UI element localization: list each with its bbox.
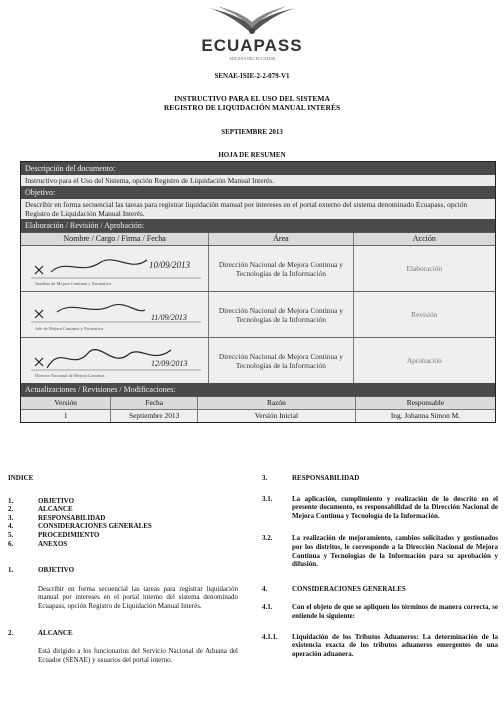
desc-label: Descripción del documento: <box>21 162 495 175</box>
index-item: 6. ANEXOS <box>8 539 68 548</box>
action-text: Elaboración <box>406 264 443 273</box>
signature-icon <box>21 338 209 383</box>
summary-heading: HOJA DE RESUMEN <box>218 151 286 159</box>
item-3-1: 3.1. La aplicación, cumplimiento y realización de lo descrito en el presente documento, es responsabilidad de la Dirección Nacional de Mejora Continua y Tecnología de la Información. <box>262 494 498 520</box>
index-item: 2. ALCANCE <box>8 505 73 514</box>
area-text: Dirección Nacional de Mejora Continua y Tecnologías de la Información <box>218 351 343 370</box>
col-area: Área <box>209 233 353 245</box>
signer-title: Analista de Mejora Continua y Normativa <box>35 281 111 286</box>
area-text: Dirección Nacional de Mejora Continua y Tecnologías de la Información <box>218 305 343 324</box>
objective-label: Objetivo: <box>21 186 495 199</box>
version-number: 1 <box>21 410 111 422</box>
signature-cell <box>21 338 209 383</box>
doc-date: SEPTIEMBRE 2013 <box>221 128 283 136</box>
index-item: 1. OBJETIVO <box>8 496 75 505</box>
item-4-1-1: 4.1.1. Liquidación de los Tributos Aduaneros: La determinación de la existencia exacta de los tributos aduaneros emergentes de una operación aduanera. <box>262 632 498 658</box>
signer-title: Jefe de Mejora Continua y Normativa <box>35 326 104 331</box>
area-text: Dirección Nacional de Mejora Continua y Tecnologías de la Información <box>218 259 343 278</box>
version-row <box>21 409 495 422</box>
signature-date: 11/09/2013 <box>151 313 187 322</box>
version-date: Septiembre 2013 <box>111 410 197 422</box>
objective-text: Describir en forma secuencial las tareas para registrar liquidación manual por intereses en el portal externo del sistema denominado Ecuapass, opción Registro de Liquidación Manual Interés. <box>21 199 495 219</box>
col-version: Versión <box>21 397 111 409</box>
distribution-label: Elaboración / Revisión / Aprobación: <box>21 219 495 232</box>
signature-cell <box>21 292 209 337</box>
action-cell <box>354 246 495 291</box>
doc-title <box>0 94 504 112</box>
modifications-label: Actualizaciones / Revisiones / Modificaciones: <box>21 383 495 396</box>
logo-tagline: ADUANA DEL ECUADOR <box>228 56 276 61</box>
action-text: Aprobación <box>406 356 442 365</box>
item-3-2: 3.2. La realización de mejoramiento, cambios solicitados y gestionados por los distritos, le corresponde a la Dirección Nacional de Mejora Continua y Tecnologías de la Información para su aprobación y difusión. <box>262 534 498 569</box>
version-responsible: Ing. Johanna Simon M. <box>390 411 461 420</box>
col-razon: Razón <box>198 397 356 409</box>
eagle-logo-icon <box>207 4 297 38</box>
col-responsable: Responsable <box>406 398 445 407</box>
objetivo-text: Describir en forma secuencial las tareas para registrar liquidación manual por intereses en el portal interno del sistema denominado Ecuapass, opción Registro de Liquidación Manual Interés. <box>38 584 238 610</box>
index-item: 3. RESPONSABILIDAD <box>8 513 106 522</box>
section-responsabilidad: 3. RESPONSABILIDAD <box>262 474 360 482</box>
signature-date: 12/09/2013 <box>151 359 188 368</box>
col-fecha: Fecha <box>111 397 197 409</box>
desc-text: Instructivo para el Uso del Sistema, opción Registro de Liquidación Manual Interés. <box>21 175 495 186</box>
summary-table <box>20 161 496 423</box>
doc-code: SENAE-ISIE-2-2-079-V1 <box>214 72 290 80</box>
col-accion: Acción <box>412 234 436 243</box>
signature-icon <box>21 246 209 291</box>
section-objetivo: 1. OBJETIVO <box>8 566 75 575</box>
area-cell <box>209 338 353 383</box>
action-cell <box>354 338 495 383</box>
version-reason: Versión Inicial <box>198 410 356 422</box>
left-column <box>8 474 238 664</box>
title-line-1: INSTRUCTIVO PARA EL USO DEL SISTEMA <box>174 94 330 103</box>
right-column <box>262 474 498 658</box>
signature-cell <box>21 246 209 291</box>
section-alcance: 2. ALCANCE <box>8 628 73 637</box>
area-cell <box>209 246 353 291</box>
index-heading: INDICE <box>8 474 34 482</box>
approval-row <box>21 291 495 337</box>
index-item: 5. PROCEDIMIENTO <box>8 530 100 539</box>
signature-icon <box>21 292 209 337</box>
section-consideraciones: 4. CONSIDERACIONES GENERALES <box>262 584 406 593</box>
ecuapass-logo <box>0 4 504 61</box>
title-line-2: REGISTRO DE LIQUIDACIÓN MANUAL INTERÉS <box>163 103 341 112</box>
versions-header-row <box>21 396 495 409</box>
item-4-1: 4.1. Con el objeto de que se apliquen los términos de manera correcta, se entiende lo siguiente: <box>262 603 498 620</box>
approval-header-row <box>21 232 495 245</box>
signature-date: 10/09/2013 <box>149 260 191 270</box>
alcance-text: Está dirigido a los funcionarios del Servicio Nacional de Aduana del Ecuador (SENAE) y usuarios del portal interno. <box>38 647 238 664</box>
logo-name: ECUAPASS <box>201 36 303 55</box>
signer-title: Director Nacional de Mejora Continua <box>35 373 105 378</box>
action-cell <box>354 292 495 337</box>
index-item: 4. CONSIDERACIONES GENERALES <box>8 522 152 531</box>
col-nombre: Nombre / Cargo / Firma / Fecha <box>21 233 209 245</box>
area-cell <box>209 292 353 337</box>
action-text: Revisión <box>411 310 438 319</box>
approval-row <box>21 337 495 383</box>
approval-row <box>21 245 495 291</box>
